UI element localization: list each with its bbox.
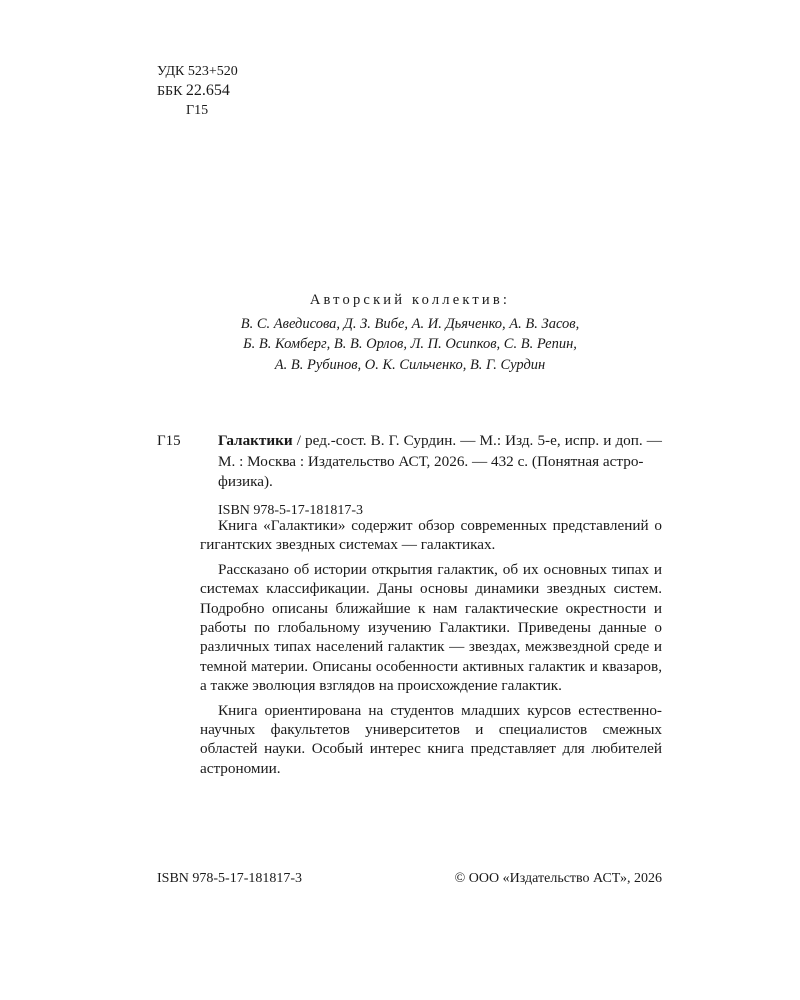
bibliographic-entry xyxy=(218,431,662,521)
bbk-code xyxy=(157,81,238,101)
copyright-notice: © ООО «Издательство АСТ», 2026 xyxy=(454,871,662,886)
annotation-paragraph-2: Рассказано об истории открытия галактик, об их основных типах и системах классификации. Даны основы динамики звездных систем. Подробно описаны ближайшие к нам галактические окрестности и работы по глобальному изучению Галактики. Приведены данные о различных типах населений галактик — звездах, межзвездной среде и темной материи. Описаны особенности активных галактик и квазаров, а также эволюция взглядов на происхождение галактик. xyxy=(200,560,662,695)
entry-isbn: ISBN 978-5-17-181817-3 xyxy=(218,502,364,518)
author-sign: Г15 xyxy=(186,103,209,118)
entry-side-code: Г15 xyxy=(157,433,181,449)
description-end: физика). xyxy=(218,473,273,490)
authors-line-1: В. С. Аведисова, Д. З. Вибе, А. И. Дьяченко, А. В. Засов, xyxy=(240,315,580,332)
authors-heading: Авторский коллектив: xyxy=(309,292,511,308)
udk-code: УДК 523+520 xyxy=(157,64,238,79)
authors-block xyxy=(158,290,662,375)
annotation-paragraph-1: Книга «Галактики» содержит обзор современных представлений о гигантских звездных системах — галактиках. xyxy=(200,517,662,554)
bbk-label: ББК xyxy=(157,84,183,99)
authors-line-3: А. В. Рубинов, О. К. Сильченко, В. Г. Сурдин xyxy=(274,356,546,373)
authors-line-2: Б. В. Комберг, В. В. Орлов, Л. П. Осипков, С. В. Репин, xyxy=(243,336,577,352)
classification-block xyxy=(157,62,238,120)
annotation-block xyxy=(200,516,662,783)
footer-isbn: ISBN 978-5-17-181817-3 xyxy=(157,871,303,886)
book-title: Галактики xyxy=(218,432,293,449)
bibliographic-description xyxy=(218,431,662,493)
description-text: / ред.-сост. В. Г. Сурдин. — М.: Изд. 5-е, испр. и доп. — М. : Москва : Издательство АСТ, 2026. — 432 с. (Понятная астро- xyxy=(218,432,662,470)
annotation-paragraph-3: Книга ориентирована на студентов младших курсов естественно-научных факультетов университетов и специалистов смежных областей науки. Особый интерес книга представляет для любителей астрономии. xyxy=(200,701,662,777)
bbk-number: 22.654 xyxy=(185,82,230,99)
